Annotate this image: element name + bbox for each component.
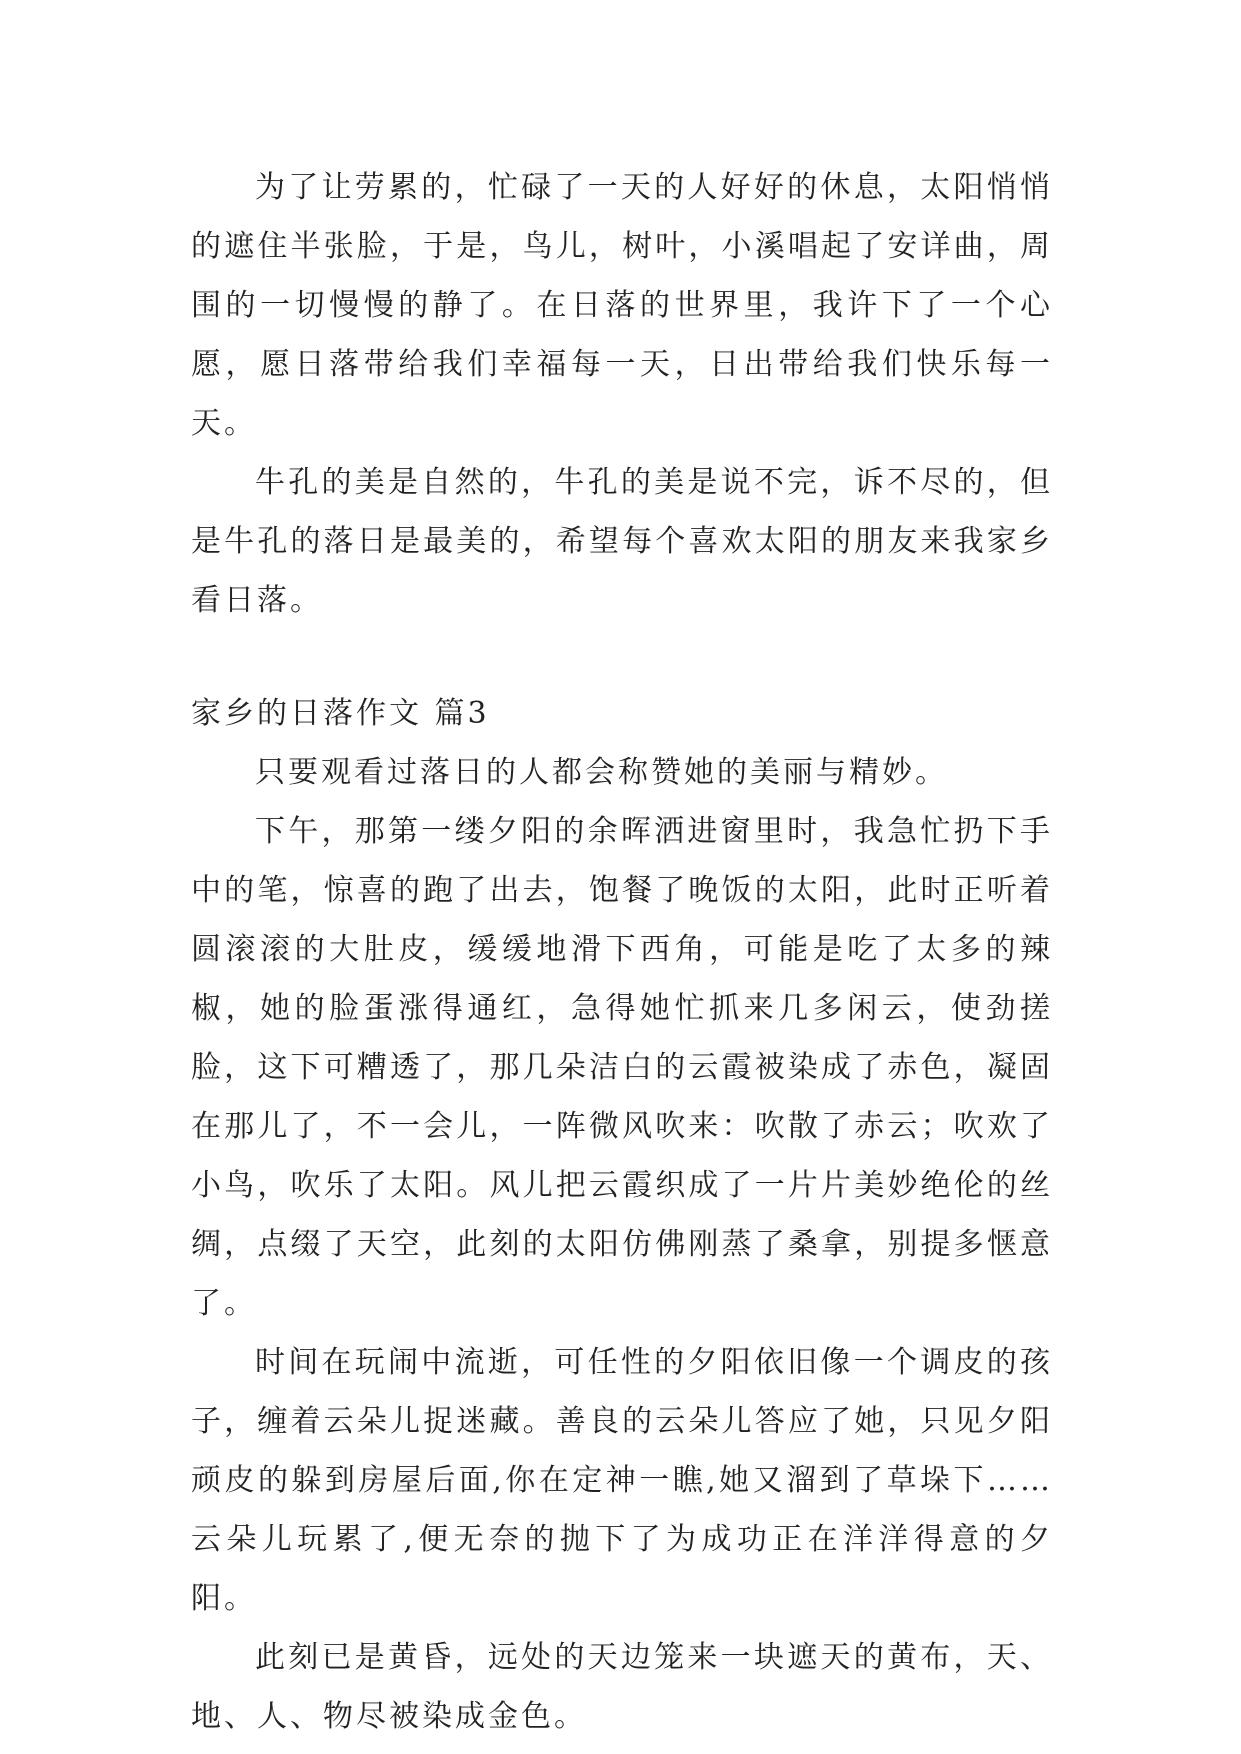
paragraph: 为了让劳累的，忙碌了一天的人好好的休息，太阳悄悄的遮住半张脸，于是，鸟儿，树叶，小溪唱起了安详曲，周围的一切慢慢的静了。在日落的世界里，我许下了一个心愿，愿日落带给我们幸福每一天，日出带给我们快乐每一天。 [191, 170, 1053, 441]
paragraph: 牛孔的美是自然的，牛孔的美是说不完，诉不尽的，但是牛孔的落日是最美的，希望每个喜欢太阳的朋友来我家乡看日落。 [191, 465, 1053, 618]
document-body [191, 158, 1053, 1746]
paragraph: 下午，那第一缕夕阳的余晖洒进窗里时，我急忙扔下手中的笔，惊喜的跑了出去，饱餐了晚饭的太阳，此时正听着圆滚滚的大肚皮，缓缓地滑下西角，可能是吃了太多的辣椒，她的脸蛋涨得通红，急得她忙抓来几多闲云，使劲搓脸，这下可糟透了，那几朵洁白的云霞被染成了赤色，凝固在那儿了，不一会儿，一阵微风吹来：吹散了赤云；吹欢了小鸟，吹乐了太阳。风儿把云霞织成了一片片美妙绝伦的丝绸，点缀了天空，此刻的太阳仿佛刚蒸了桑拿，别提多惬意了。 [191, 814, 1053, 1321]
paragraph: 此刻已是黄昏，远处的天边笼来一块遮天的黄布，天、地、人、物尽被染成金色。 [191, 1640, 1053, 1734]
paragraph: 只要观看过落日的人都会称赞她的美丽与精妙。 [255, 755, 948, 790]
paragraph: 时间在玩闹中流逝，可任性的夕阳依旧像一个调皮的孩子，缠着云朵儿捉迷藏。善良的云朵儿答应了她，只见夕阳顽皮的躲到房屋后面,你在定神一瞧,她又溜到了草垛下……云朵儿玩累了,便无奈的抛下了为成功正在洋洋得意的夕阳。 [191, 1345, 1053, 1616]
section-heading: 家乡的日落作文 篇3 [191, 696, 490, 731]
